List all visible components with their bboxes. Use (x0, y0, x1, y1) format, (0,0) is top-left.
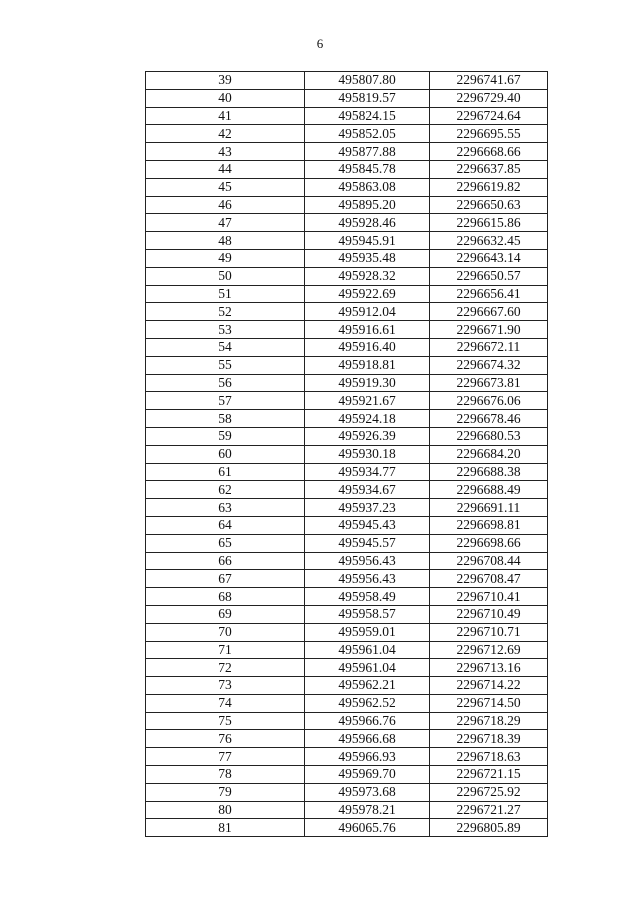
y-coordinate-cell: 2296718.63 (430, 748, 548, 766)
point-number-cell: 72 (146, 659, 305, 677)
point-number-cell: 65 (146, 534, 305, 552)
y-coordinate-cell: 2296721.15 (430, 766, 548, 784)
x-coordinate-cell: 495819.57 (305, 89, 430, 107)
table-row (146, 89, 548, 107)
point-number-cell: 42 (146, 125, 305, 143)
table-row (146, 160, 548, 178)
table-row (146, 178, 548, 196)
table-row (146, 570, 548, 588)
table-row (146, 232, 548, 250)
x-coordinate-cell: 495935.48 (305, 249, 430, 267)
point-number-cell: 48 (146, 232, 305, 250)
point-number-cell: 67 (146, 570, 305, 588)
y-coordinate-cell: 2296708.44 (430, 552, 548, 570)
y-coordinate-cell: 2296695.55 (430, 125, 548, 143)
point-number-cell: 78 (146, 766, 305, 784)
point-number-cell: 51 (146, 285, 305, 303)
table-row (146, 107, 548, 125)
x-coordinate-cell: 495921.67 (305, 392, 430, 410)
y-coordinate-cell: 2296714.22 (430, 677, 548, 695)
table-row (146, 463, 548, 481)
x-coordinate-cell: 495863.08 (305, 178, 430, 196)
x-coordinate-cell: 495966.68 (305, 730, 430, 748)
x-coordinate-cell: 495961.04 (305, 659, 430, 677)
table-row (146, 125, 548, 143)
table-row (146, 694, 548, 712)
y-coordinate-cell: 2296656.41 (430, 285, 548, 303)
x-coordinate-cell: 495912.04 (305, 303, 430, 321)
x-coordinate-cell: 495956.43 (305, 570, 430, 588)
point-number-cell: 70 (146, 623, 305, 641)
point-number-cell: 52 (146, 303, 305, 321)
table-row (146, 730, 548, 748)
point-number-cell: 76 (146, 730, 305, 748)
y-coordinate-cell: 2296712.69 (430, 641, 548, 659)
y-coordinate-cell: 2296673.81 (430, 374, 548, 392)
table-row (146, 72, 548, 90)
x-coordinate-cell: 495845.78 (305, 160, 430, 178)
x-coordinate-cell: 495958.49 (305, 588, 430, 606)
y-coordinate-cell: 2296672.11 (430, 338, 548, 356)
coordinates-table-body (146, 72, 548, 837)
y-coordinate-cell: 2296684.20 (430, 445, 548, 463)
table-row (146, 712, 548, 730)
y-coordinate-cell: 2296805.89 (430, 819, 548, 837)
table-row (146, 516, 548, 534)
x-coordinate-cell: 495916.40 (305, 338, 430, 356)
point-number-cell: 60 (146, 445, 305, 463)
x-coordinate-cell: 495934.77 (305, 463, 430, 481)
x-coordinate-cell: 495961.04 (305, 641, 430, 659)
x-coordinate-cell: 495928.32 (305, 267, 430, 285)
x-coordinate-cell: 495937.23 (305, 499, 430, 517)
point-number-cell: 63 (146, 499, 305, 517)
x-coordinate-cell: 495978.21 (305, 801, 430, 819)
x-coordinate-cell: 496065.76 (305, 819, 430, 837)
y-coordinate-cell: 2296674.32 (430, 356, 548, 374)
point-number-cell: 45 (146, 178, 305, 196)
x-coordinate-cell: 495962.52 (305, 694, 430, 712)
x-coordinate-cell: 495852.05 (305, 125, 430, 143)
table-row (146, 481, 548, 499)
y-coordinate-cell: 2296698.81 (430, 516, 548, 534)
table-row (146, 801, 548, 819)
point-number-cell: 57 (146, 392, 305, 410)
table-row (146, 196, 548, 214)
point-number-cell: 73 (146, 677, 305, 695)
point-number-cell: 39 (146, 72, 305, 90)
point-number-cell: 64 (146, 516, 305, 534)
table-row (146, 605, 548, 623)
y-coordinate-cell: 2296718.39 (430, 730, 548, 748)
point-number-cell: 43 (146, 143, 305, 161)
point-number-cell: 66 (146, 552, 305, 570)
x-coordinate-cell: 495824.15 (305, 107, 430, 125)
point-number-cell: 77 (146, 748, 305, 766)
table-row (146, 143, 548, 161)
table-row (146, 588, 548, 606)
x-coordinate-cell: 495919.30 (305, 374, 430, 392)
y-coordinate-cell: 2296619.82 (430, 178, 548, 196)
y-coordinate-cell: 2296688.49 (430, 481, 548, 499)
x-coordinate-cell: 495934.67 (305, 481, 430, 499)
y-coordinate-cell: 2296678.46 (430, 410, 548, 428)
table-row (146, 766, 548, 784)
x-coordinate-cell: 495918.81 (305, 356, 430, 374)
x-coordinate-cell: 495926.39 (305, 427, 430, 445)
x-coordinate-cell: 495895.20 (305, 196, 430, 214)
y-coordinate-cell: 2296725.92 (430, 783, 548, 801)
y-coordinate-cell: 2296724.64 (430, 107, 548, 125)
x-coordinate-cell: 495962.21 (305, 677, 430, 695)
y-coordinate-cell: 2296668.66 (430, 143, 548, 161)
point-number-cell: 79 (146, 783, 305, 801)
point-number-cell: 61 (146, 463, 305, 481)
table-row (146, 499, 548, 517)
point-number-cell: 75 (146, 712, 305, 730)
y-coordinate-cell: 2296698.66 (430, 534, 548, 552)
x-coordinate-cell: 495959.01 (305, 623, 430, 641)
table-row (146, 321, 548, 339)
table-row (146, 445, 548, 463)
table-row (146, 303, 548, 321)
y-coordinate-cell: 2296721.27 (430, 801, 548, 819)
table-row (146, 534, 548, 552)
point-number-cell: 56 (146, 374, 305, 392)
y-coordinate-cell: 2296713.16 (430, 659, 548, 677)
y-coordinate-cell: 2296643.14 (430, 249, 548, 267)
point-number-cell: 54 (146, 338, 305, 356)
table-row (146, 285, 548, 303)
x-coordinate-cell: 495945.91 (305, 232, 430, 250)
y-coordinate-cell: 2296688.38 (430, 463, 548, 481)
point-number-cell: 69 (146, 605, 305, 623)
point-number-cell: 53 (146, 321, 305, 339)
coordinates-table (145, 71, 548, 837)
point-number-cell: 71 (146, 641, 305, 659)
y-coordinate-cell: 2296691.11 (430, 499, 548, 517)
point-number-cell: 74 (146, 694, 305, 712)
table-row (146, 748, 548, 766)
point-number-cell: 50 (146, 267, 305, 285)
x-coordinate-cell: 495973.68 (305, 783, 430, 801)
y-coordinate-cell: 2296680.53 (430, 427, 548, 445)
y-coordinate-cell: 2296671.90 (430, 321, 548, 339)
point-number-cell: 81 (146, 819, 305, 837)
table-row (146, 249, 548, 267)
x-coordinate-cell: 495966.76 (305, 712, 430, 730)
point-number-cell: 80 (146, 801, 305, 819)
table-row (146, 641, 548, 659)
x-coordinate-cell: 495922.69 (305, 285, 430, 303)
point-number-cell: 44 (146, 160, 305, 178)
y-coordinate-cell: 2296741.67 (430, 72, 548, 90)
x-coordinate-cell: 495877.88 (305, 143, 430, 161)
x-coordinate-cell: 495924.18 (305, 410, 430, 428)
y-coordinate-cell: 2296615.86 (430, 214, 548, 232)
table-row (146, 267, 548, 285)
point-number-cell: 49 (146, 249, 305, 267)
y-coordinate-cell: 2296718.29 (430, 712, 548, 730)
table-row (146, 338, 548, 356)
y-coordinate-cell: 2296710.41 (430, 588, 548, 606)
x-coordinate-cell: 495807.80 (305, 72, 430, 90)
table-row (146, 623, 548, 641)
x-coordinate-cell: 495969.70 (305, 766, 430, 784)
y-coordinate-cell: 2296708.47 (430, 570, 548, 588)
y-coordinate-cell: 2296710.71 (430, 623, 548, 641)
table-row (146, 392, 548, 410)
y-coordinate-cell: 2296632.45 (430, 232, 548, 250)
y-coordinate-cell: 2296710.49 (430, 605, 548, 623)
x-coordinate-cell: 495930.18 (305, 445, 430, 463)
x-coordinate-cell: 495916.61 (305, 321, 430, 339)
table-row (146, 427, 548, 445)
x-coordinate-cell: 495928.46 (305, 214, 430, 232)
y-coordinate-cell: 2296714.50 (430, 694, 548, 712)
page-number: 6 (316, 36, 324, 51)
y-coordinate-cell: 2296637.85 (430, 160, 548, 178)
table-row (146, 410, 548, 428)
point-number-cell: 59 (146, 427, 305, 445)
point-number-cell: 62 (146, 481, 305, 499)
x-coordinate-cell: 495945.43 (305, 516, 430, 534)
y-coordinate-cell: 2296650.57 (430, 267, 548, 285)
point-number-cell: 55 (146, 356, 305, 374)
y-coordinate-cell: 2296667.60 (430, 303, 548, 321)
x-coordinate-cell: 495966.93 (305, 748, 430, 766)
table-row (146, 374, 548, 392)
table-row (146, 819, 548, 837)
table-row (146, 659, 548, 677)
table-row (146, 677, 548, 695)
point-number-cell: 58 (146, 410, 305, 428)
table-row (146, 783, 548, 801)
point-number-cell: 47 (146, 214, 305, 232)
table-row (146, 214, 548, 232)
point-number-cell: 46 (146, 196, 305, 214)
point-number-cell: 41 (146, 107, 305, 125)
table-row (146, 552, 548, 570)
x-coordinate-cell: 495958.57 (305, 605, 430, 623)
point-number-cell: 68 (146, 588, 305, 606)
y-coordinate-cell: 2296650.63 (430, 196, 548, 214)
y-coordinate-cell: 2296729.40 (430, 89, 548, 107)
point-number-cell: 40 (146, 89, 305, 107)
x-coordinate-cell: 495945.57 (305, 534, 430, 552)
y-coordinate-cell: 2296676.06 (430, 392, 548, 410)
table-row (146, 356, 548, 374)
x-coordinate-cell: 495956.43 (305, 552, 430, 570)
